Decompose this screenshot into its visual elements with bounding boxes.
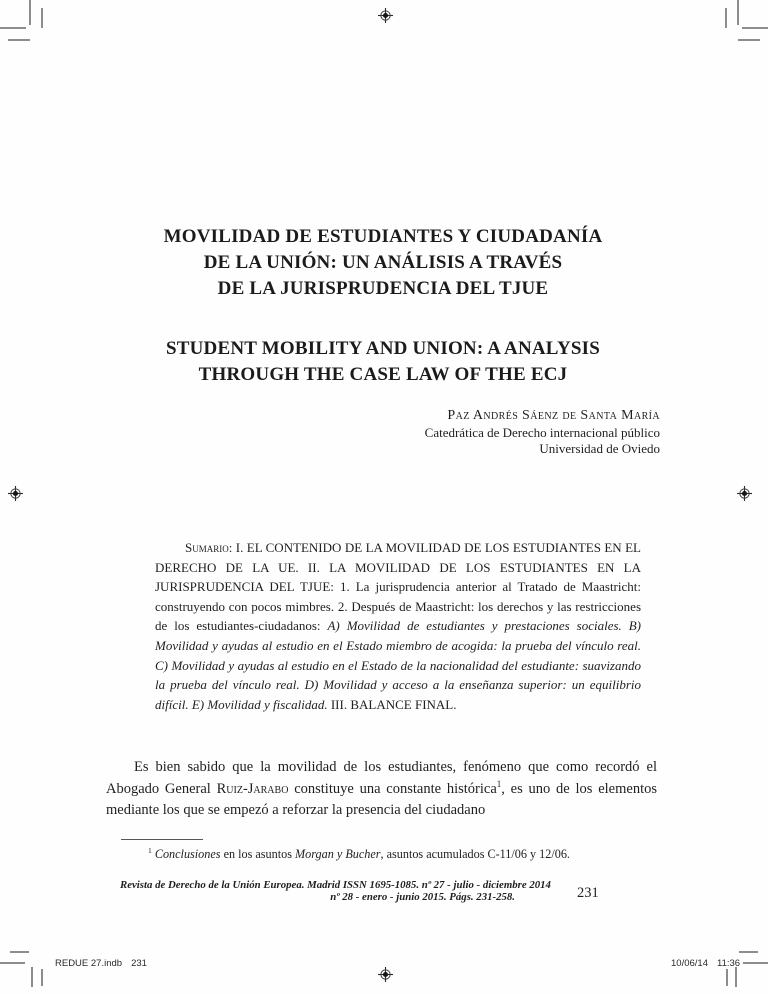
body-text: constituye una constante histórica [288, 780, 497, 797]
body-smallcaps-name: Ruiz-Jarabo [216, 780, 289, 797]
title-line: MOVILIDAD DE ESTUDIANTES Y CIUDADANÍA [163, 226, 603, 247]
crop-mark [742, 27, 768, 29]
crop-mark [8, 39, 30, 41]
summary-label: Sumario: [185, 540, 233, 555]
author-role: Catedrática de Derecho internacional público [424, 424, 660, 440]
journal-footer-line2: nº 28 - enero - junio 2015. Págs. 231-258. [330, 891, 515, 903]
registration-mark-icon [737, 486, 752, 501]
title-line: THROUGH THE CASE LAW OF THE ECJ [198, 364, 568, 385]
author-block [107, 408, 660, 458]
crop-mark [41, 8, 43, 28]
print-file-label: REDUE 27.indb [55, 958, 123, 969]
summary-text-roman: III. BALANCE FINAL. [330, 696, 457, 712]
author-affiliation: Universidad de Oviedo [539, 441, 660, 456]
crop-mark [0, 27, 26, 29]
article-title-english [107, 336, 659, 388]
footnote-reference: 1 [496, 778, 502, 789]
crop-mark [739, 951, 758, 953]
summary-paragraph [155, 538, 641, 714]
body-text: Es bien sabido que la movilidad de los estudiantes, fenómeno que como recordó el Abogado General [106, 759, 657, 797]
page-number: 231 [577, 885, 599, 901]
print-filename [55, 958, 147, 969]
footnote-text-italic: Conclusiones [154, 847, 221, 861]
crop-mark [726, 969, 728, 986]
crop-mark [41, 969, 43, 986]
crop-mark [735, 967, 737, 987]
author-name: Paz Andrés Sáenz de Santa María [447, 408, 660, 423]
print-time: 11:36 [716, 958, 741, 969]
registration-mark-icon [378, 967, 393, 982]
crop-mark [31, 967, 33, 987]
print-date: 10/06/14 [671, 958, 708, 969]
footnote-separator [121, 839, 203, 840]
title-line: DE LA JURISPRUDENCIA DEL TJUE [217, 278, 549, 299]
footnote-text: en los asuntos [220, 847, 295, 861]
title-line: DE LA UNIÓN: UN ANÁLISIS A TRAVÉS [203, 252, 563, 273]
footnote [106, 847, 657, 862]
summary-text-italic: A) Movilidad de estudiantes y prestaciones sociales. B) Movilidad y ayudas al estudio en el Estado miembro de acogida: la prueba del vínculo real. C) Movilidad y ayudas al estudio en el Estado de la nacionalidad del estudiante: suavizando la prueba del vínculo real. D) Movilidad y acceso a la enseñanza superior: un equilibrio difícil. E) Movilidad y fiscalidad. [155, 618, 641, 712]
journal-footer-line1: Revista de Derecho de la Unión Europea. Madrid ISSN 1695-1085. nº 27 - julio - diciembre 2014 [120, 879, 551, 891]
footnote-text-italic: Morgan y Bucher [295, 847, 381, 861]
crop-mark [737, 0, 739, 25]
crop-mark [738, 39, 760, 41]
crop-mark [10, 951, 29, 953]
registration-mark-icon [378, 8, 393, 23]
print-file-page: 231 [131, 958, 147, 969]
footnote-text: , asuntos acumulados C-11/06 y 12/06. [380, 847, 570, 861]
print-timestamp [671, 958, 740, 969]
summary-text-roman: I. EL CONTENIDO DE LA MOVILIDAD DE LOS ESTUDIANTES EN EL DERECHO DE LA UE. II. LA MOVILIDAD DE LOS ESTUDIANTES EN LA JURISPRUDENCIA DEL TJUE: 1. La jurisprudencia anterior al Tratado de Maastricht: construyendo con pocos mimbres. 2. Después de Maastricht: los derechos y las restricciones de los estudiantes-ciudadanos: [155, 540, 641, 634]
crop-mark [743, 962, 768, 964]
crop-mark [29, 0, 31, 25]
footnote-number: 1 [148, 845, 152, 855]
registration-mark-icon [8, 486, 23, 501]
crop-mark [0, 962, 25, 964]
article-title-spanish [107, 224, 659, 302]
crop-mark [725, 8, 727, 28]
body-paragraph [106, 757, 657, 822]
title-line: STUDENT MOBILITY AND UNION: A ANALYSIS [166, 338, 600, 359]
body-text: , es uno de los elementos mediante los que se empezó a reforzar la presencia del ciudadano [106, 780, 657, 818]
